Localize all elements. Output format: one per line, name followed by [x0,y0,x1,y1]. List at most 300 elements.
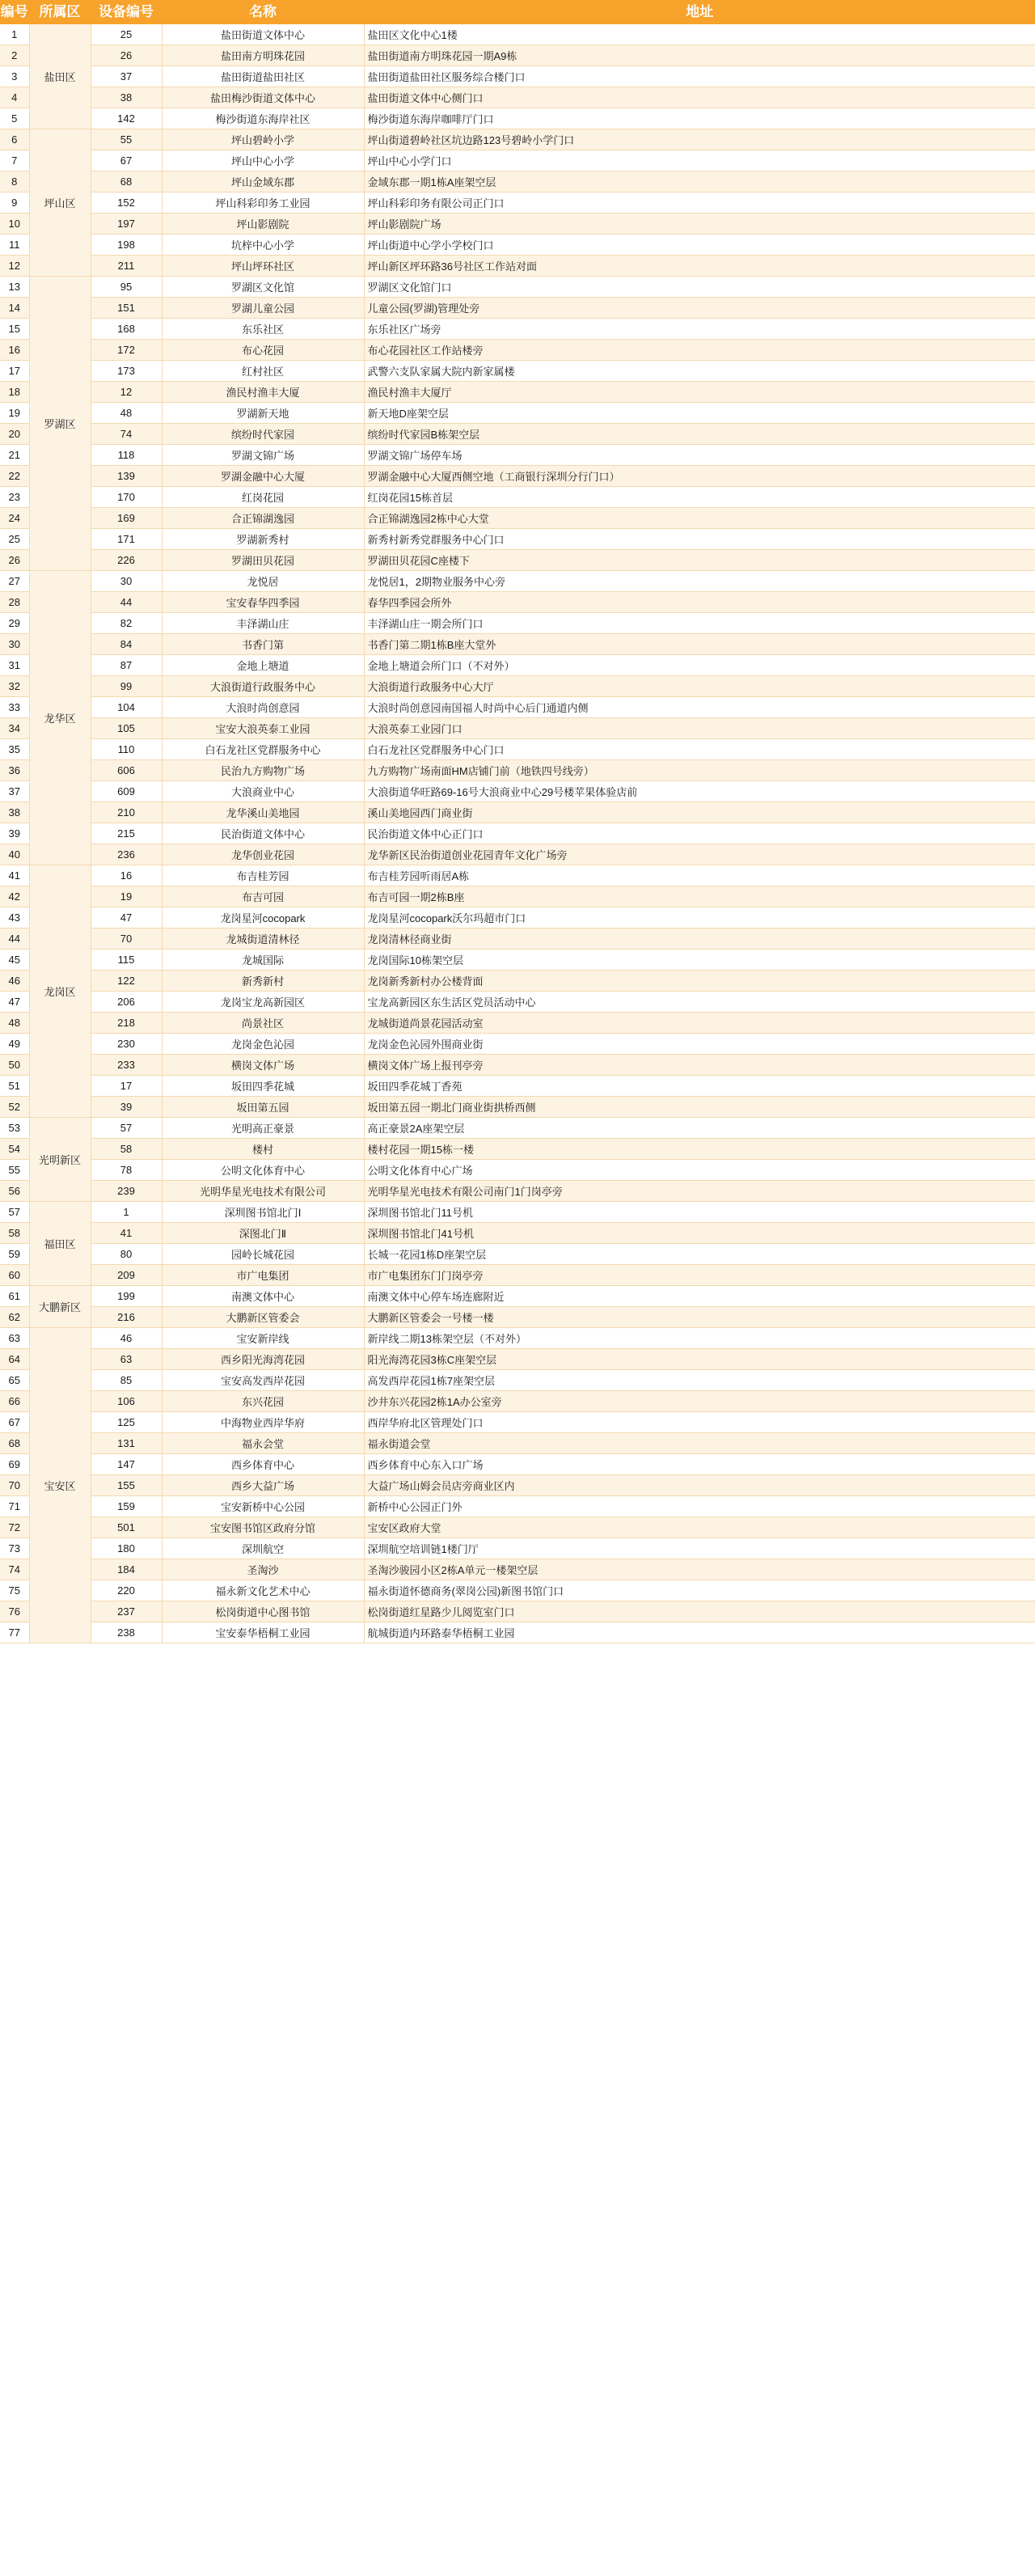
table-row [0,487,1035,508]
cell-index: 62 [0,1307,29,1328]
cell-name: 中海物业西岸华府 [162,1412,364,1433]
table-row [0,1580,1035,1601]
cell-name: 横岗文体广场 [162,1055,364,1076]
cell-index: 8 [0,171,29,192]
cell-address: 渔民村渔丰大厦厅 [364,382,1035,403]
cell-equipment-id: 209 [91,1265,162,1286]
cell-equipment-id: 78 [91,1160,162,1181]
table-row [0,1265,1035,1286]
cell-address: 金域东郡一期1栋A座架空层 [364,171,1035,192]
cell-equipment-id: 46 [91,1328,162,1349]
cell-name: 光明华星光电技术有限公司 [162,1181,364,1202]
cell-address: 罗湖文锦广场停车场 [364,445,1035,466]
cell-name: 布吉桂芳园 [162,865,364,886]
cell-index: 18 [0,382,29,403]
cell-name: 红村社区 [162,361,364,382]
cell-name: 罗湖文锦广场 [162,445,364,466]
table-row [0,403,1035,424]
cell-name: 龙岗宝龙高新园区 [162,992,364,1013]
cell-equipment-id: 168 [91,319,162,340]
cell-name: 尚景社区 [162,1013,364,1034]
cell-name: 龙华溪山美地园 [162,802,364,823]
cell-equipment-id: 606 [91,760,162,781]
cell-index: 65 [0,1370,29,1391]
cell-address: 龙岗新秀新村办公楼背面 [364,971,1035,992]
cell-index: 77 [0,1622,29,1643]
cell-index: 39 [0,823,29,844]
cell-name: 龙城国际 [162,950,364,971]
cell-index: 75 [0,1580,29,1601]
cell-name: 梅沙街道东海岸社区 [162,108,364,129]
cell-address: 新秀村新秀党群服务中心门口 [364,529,1035,550]
cell-equipment-id: 87 [91,655,162,676]
cell-address: 坪山影剧院广场 [364,214,1035,235]
cell-equipment-id: 151 [91,298,162,319]
cell-name: 新秀新村 [162,971,364,992]
cell-address: 九方购物广场南面HM店铺门前（地铁四号线旁） [364,760,1035,781]
cell-equipment-id: 215 [91,823,162,844]
cell-index: 60 [0,1265,29,1286]
cell-name: 西乡体育中心 [162,1454,364,1475]
cell-name: 福永新文化艺术中心 [162,1580,364,1601]
table-row [0,277,1035,298]
cell-equipment-id: 152 [91,192,162,214]
cell-address: 深圳图书馆北门11号机 [364,1202,1035,1223]
cell-address: 沙井东兴花园2栋1A办公室旁 [364,1391,1035,1412]
cell-address: 溪山美地园西门商业街 [364,802,1035,823]
cell-name: 东乐社区 [162,319,364,340]
cell-index: 6 [0,129,29,150]
cell-district: 龙岗区 [29,865,91,1118]
cell-equipment-id: 41 [91,1223,162,1244]
table-row [0,1517,1035,1538]
cell-name: 渔民村渔丰大厦 [162,382,364,403]
cell-address: 公明文化体育中心广场 [364,1160,1035,1181]
cell-name: 大浪街道行政服务中心 [162,676,364,697]
cell-name: 罗湖新秀村 [162,529,364,550]
table-body [0,24,1035,1643]
table-row [0,1601,1035,1622]
cell-name: 民治街道文体中心 [162,823,364,844]
table-row [0,1538,1035,1559]
table-row [0,1097,1035,1118]
table-row [0,823,1035,844]
cell-equipment-id: 199 [91,1286,162,1307]
table-row [0,214,1035,235]
cell-address: 大浪街道华旺路69-16号大浪商业中心29号楼苹果体验店前 [364,781,1035,802]
cell-address: 布心花园社区工作站楼旁 [364,340,1035,361]
cell-equipment-id: 216 [91,1307,162,1328]
cell-name: 盐田街道文体中心 [162,24,364,45]
cell-address: 盐田街道南方明珠花园一期A9栋 [364,45,1035,66]
cell-equipment-id: 239 [91,1181,162,1202]
cell-equipment-id: 210 [91,802,162,823]
cell-index: 37 [0,781,29,802]
cell-name: 坪山科彩印务工业园 [162,192,364,214]
cell-name: 光明高正豪景 [162,1118,364,1139]
cell-name: 龙悦居 [162,571,364,592]
cell-address: 坪山中心小学门口 [364,150,1035,171]
cell-index: 9 [0,192,29,214]
table-row [0,1433,1035,1454]
cell-index: 12 [0,256,29,277]
cell-address: 丰泽湖山庄一期会所门口 [364,613,1035,634]
cell-district: 龙华区 [29,571,91,865]
table-row [0,340,1035,361]
cell-address: 布吉可园一期2栋B座 [364,886,1035,907]
cell-equipment-id: 105 [91,718,162,739]
cell-name: 丰泽湖山庄 [162,613,364,634]
table-row [0,802,1035,823]
cell-equipment-id: 82 [91,613,162,634]
cell-name: 深圳图书馆北门Ⅰ [162,1202,364,1223]
cell-equipment-id: 501 [91,1517,162,1538]
cell-name: 深圳航空 [162,1538,364,1559]
cell-index: 31 [0,655,29,676]
cell-name: 坪山影剧院 [162,214,364,235]
table-row [0,235,1035,256]
cell-name: 布心花园 [162,340,364,361]
cell-address: 大浪时尚创意园南国福人时尚中心后门通道内侧 [364,697,1035,718]
cell-name: 罗湖田贝花园 [162,550,364,571]
cell-name: 园岭长城花园 [162,1244,364,1265]
cell-address: 新桥中心公园正门外 [364,1496,1035,1517]
cell-name: 福永会堂 [162,1433,364,1454]
cell-equipment-id: 155 [91,1475,162,1496]
cell-address: 武警六支队家属大院内新家属楼 [364,361,1035,382]
cell-name: 圣淘沙 [162,1559,364,1580]
cell-index: 56 [0,1181,29,1202]
cell-address: 白石龙社区党群服务中心门口 [364,739,1035,760]
cell-name: 坪山金域东郡 [162,171,364,192]
cell-index: 49 [0,1034,29,1055]
table-row [0,1559,1035,1580]
cell-name: 龙岗金色沁园 [162,1034,364,1055]
table-row [0,676,1035,697]
cell-address: 龙岗清林径商业街 [364,928,1035,950]
table-row [0,1223,1035,1244]
cell-name: 宝安新桥中心公园 [162,1496,364,1517]
cell-index: 66 [0,1391,29,1412]
cell-index: 24 [0,508,29,529]
cell-name: 盐田梅沙街道文体中心 [162,87,364,108]
cell-index: 1 [0,24,29,45]
cell-address: 宝龙高新园区东生活区党员活动中心 [364,992,1035,1013]
cell-name: 坑梓中心小学 [162,235,364,256]
table-row [0,1181,1035,1202]
cell-equipment-id: 122 [91,971,162,992]
cell-equipment-id: 206 [91,992,162,1013]
table-row [0,129,1035,150]
cell-address: 梅沙街道东海岸咖啡厅门口 [364,108,1035,129]
table-row [0,634,1035,655]
cell-index: 71 [0,1496,29,1517]
column-header-index: 编号 [0,0,29,24]
cell-address: 龙岗星河cocopark沃尔玛超市门口 [364,907,1035,928]
table-header-row [0,0,1035,24]
cell-name: 金地上塘道 [162,655,364,676]
cell-address: 春华四季园会所外 [364,592,1035,613]
table-row [0,192,1035,214]
cell-index: 29 [0,613,29,634]
cell-address: 东乐社区广场旁 [364,319,1035,340]
cell-name: 罗湖新天地 [162,403,364,424]
cell-address: 金地上塘道会所门口（不对外） [364,655,1035,676]
cell-equipment-id: 38 [91,87,162,108]
cell-name: 楼村 [162,1139,364,1160]
cell-address: 布吉桂芳园听雨居A栋 [364,865,1035,886]
cell-equipment-id: 44 [91,592,162,613]
table-row [0,1349,1035,1370]
cell-address: 坂田第五园一期北门商业街拱桥西侧 [364,1097,1035,1118]
cell-name: 龙岗星河cocopark [162,907,364,928]
cell-equipment-id: 17 [91,1076,162,1097]
cell-index: 48 [0,1013,29,1034]
table-row [0,1118,1035,1139]
cell-address: 大鹏新区管委会一号楼一楼 [364,1307,1035,1328]
cell-name: 松岗街道中心图书馆 [162,1601,364,1622]
cell-address: 福永街道会堂 [364,1433,1035,1454]
cell-equipment-id: 147 [91,1454,162,1475]
cell-index: 59 [0,1244,29,1265]
cell-address: 光明华星光电技术有限公司南门1门岗亭旁 [364,1181,1035,1202]
cell-equipment-id: 180 [91,1538,162,1559]
cell-index: 42 [0,886,29,907]
cell-equipment-id: 57 [91,1118,162,1139]
cell-address: 西岸华府北区管理处门口 [364,1412,1035,1433]
cell-index: 72 [0,1517,29,1538]
cell-equipment-id: 173 [91,361,162,382]
cell-index: 16 [0,340,29,361]
cell-equipment-id: 74 [91,424,162,445]
cell-district: 福田区 [29,1202,91,1286]
cell-address: 缤纷时代家园B栋架空层 [364,424,1035,445]
table-row [0,971,1035,992]
cell-name: 盐田街道盐田社区 [162,66,364,87]
cell-address: 龙城街道尚景花园活动室 [364,1013,1035,1034]
cell-equipment-id: 63 [91,1349,162,1370]
table-row [0,1370,1035,1391]
table-row [0,844,1035,865]
cell-equipment-id: 19 [91,886,162,907]
cell-index: 25 [0,529,29,550]
cell-index: 70 [0,1475,29,1496]
cell-name: 公明文化体育中心 [162,1160,364,1181]
table-row [0,1391,1035,1412]
table-row [0,24,1035,45]
cell-index: 10 [0,214,29,235]
cell-name: 大浪时尚创意园 [162,697,364,718]
cell-equipment-id: 226 [91,550,162,571]
cell-district: 坪山区 [29,129,91,277]
cell-index: 57 [0,1202,29,1223]
cell-name: 东兴花园 [162,1391,364,1412]
cell-index: 67 [0,1412,29,1433]
table-row [0,1139,1035,1160]
cell-address: 大浪街道行政服务中心大厅 [364,676,1035,697]
cell-index: 64 [0,1349,29,1370]
cell-address: 阳光海湾花园3栋C座架空层 [364,1349,1035,1370]
cell-name: 盐田南方明珠花园 [162,45,364,66]
cell-address: 龙岗金色沁园外围商业街 [364,1034,1035,1055]
cell-index: 54 [0,1139,29,1160]
cell-equipment-id: 85 [91,1370,162,1391]
cell-address: 龙华新区民治街道创业花园青年文化广场旁 [364,844,1035,865]
cell-index: 11 [0,235,29,256]
cell-equipment-id: 131 [91,1433,162,1454]
cell-index: 76 [0,1601,29,1622]
cell-address: 书香门第二期1栋B座大堂外 [364,634,1035,655]
cell-equipment-id: 47 [91,907,162,928]
cell-index: 13 [0,277,29,298]
table-row [0,1244,1035,1265]
cell-address: 松岗街道红星路少儿阅览室门口 [364,1601,1035,1622]
cell-index: 61 [0,1286,29,1307]
cell-name: 龙城街道清林径 [162,928,364,950]
cell-equipment-id: 218 [91,1013,162,1034]
cell-name: 大浪商业中心 [162,781,364,802]
cell-address: 罗湖金融中心大厦西侧空地（工商银行深圳分行门口） [364,466,1035,487]
cell-equipment-id: 80 [91,1244,162,1265]
cell-address: 航城街道内环路泰华梧桐工业园 [364,1622,1035,1643]
table-row [0,1034,1035,1055]
cell-equipment-id: 58 [91,1139,162,1160]
table-row [0,319,1035,340]
cell-index: 33 [0,697,29,718]
table-row [0,466,1035,487]
table-row [0,1307,1035,1328]
cell-index: 5 [0,108,29,129]
cell-name: 罗湖儿童公园 [162,298,364,319]
table-row [0,739,1035,760]
cell-address: 合正锦湖逸园2栋中心大堂 [364,508,1035,529]
cell-address: 高发西岸花园1栋7座架空层 [364,1370,1035,1391]
cell-address: 西乡体育中心东入口广场 [364,1454,1035,1475]
cell-district: 宝安区 [29,1328,91,1643]
table-row [0,1286,1035,1307]
cell-index: 40 [0,844,29,865]
cell-name: 红岗花园 [162,487,364,508]
table-row [0,550,1035,571]
cell-index: 73 [0,1538,29,1559]
cell-index: 74 [0,1559,29,1580]
cell-name: 坪山坪环社区 [162,256,364,277]
cell-equipment-id: 609 [91,781,162,802]
cell-name: 白石龙社区党群服务中心 [162,739,364,760]
cell-district: 盐田区 [29,24,91,129]
cell-address: 横岗文体广场上报刊亭旁 [364,1055,1035,1076]
cell-address: 儿童公园(罗湖)管理处旁 [364,298,1035,319]
cell-index: 21 [0,445,29,466]
cell-equipment-id: 238 [91,1622,162,1643]
table-row [0,718,1035,739]
cell-address: 大浪英泰工业园门口 [364,718,1035,739]
cell-index: 20 [0,424,29,445]
table-row [0,361,1035,382]
cell-index: 15 [0,319,29,340]
cell-index: 34 [0,718,29,739]
table-row [0,1328,1035,1349]
table-row [0,760,1035,781]
table-row [0,66,1035,87]
cell-address: 长城一花园1栋D座架空层 [364,1244,1035,1265]
cell-district: 光明新区 [29,1118,91,1202]
cell-equipment-id: 169 [91,508,162,529]
cell-address: 福永街道怀德商务(翠岗公园)新图书馆门口 [364,1580,1035,1601]
cell-index: 7 [0,150,29,171]
cell-name: 西乡阳光海湾花园 [162,1349,364,1370]
table-header [0,0,1035,24]
cell-equipment-id: 171 [91,529,162,550]
cell-name: 布吉可园 [162,886,364,907]
cell-name: 坪山碧岭小学 [162,129,364,150]
table-row [0,256,1035,277]
cell-name: 深图北门Ⅱ [162,1223,364,1244]
cell-name: 市广电集团 [162,1265,364,1286]
table-row [0,592,1035,613]
cell-index: 63 [0,1328,29,1349]
cell-index: 23 [0,487,29,508]
cell-address: 坪山科彩印务有限公司正门口 [364,192,1035,214]
cell-index: 51 [0,1076,29,1097]
cell-equipment-id: 95 [91,277,162,298]
cell-equipment-id: 115 [91,950,162,971]
cell-equipment-id: 110 [91,739,162,760]
cell-address: 大益广场山姆会员店旁商业区内 [364,1475,1035,1496]
cell-equipment-id: 139 [91,466,162,487]
cell-index: 28 [0,592,29,613]
cell-index: 43 [0,907,29,928]
column-header-name: 名称 [162,0,364,24]
cell-equipment-id: 184 [91,1559,162,1580]
cell-address: 盐田区文化中心1楼 [364,24,1035,45]
cell-equipment-id: 237 [91,1601,162,1622]
cell-index: 19 [0,403,29,424]
table-row [0,108,1035,129]
table-row [0,45,1035,66]
cell-equipment-id: 118 [91,445,162,466]
cell-index: 14 [0,298,29,319]
table-row [0,907,1035,928]
cell-index: 26 [0,550,29,571]
cell-equipment-id: 106 [91,1391,162,1412]
cell-equipment-id: 230 [91,1034,162,1055]
cell-index: 68 [0,1433,29,1454]
cell-address: 楼村花园一期15栋一楼 [364,1139,1035,1160]
cell-index: 17 [0,361,29,382]
table-row [0,1622,1035,1643]
cell-equipment-id: 197 [91,214,162,235]
cell-address: 盐田街道盐田社区服务综合楼门口 [364,66,1035,87]
cell-name: 南澳文体中心 [162,1286,364,1307]
cell-index: 35 [0,739,29,760]
table-row [0,571,1035,592]
cell-name: 西乡大益广场 [162,1475,364,1496]
cell-equipment-id: 55 [91,129,162,150]
cell-equipment-id: 16 [91,865,162,886]
cell-address: 罗湖田贝花园C座楼下 [364,550,1035,571]
table-row [0,886,1035,907]
cell-name: 罗湖金融中心大厦 [162,466,364,487]
table-row [0,529,1035,550]
cell-name: 坂田四季花城 [162,1076,364,1097]
cell-address: 深圳航空培训链1楼门厅 [364,1538,1035,1559]
cell-equipment-id: 170 [91,487,162,508]
column-header-district: 所属区 [29,0,91,24]
cell-index: 22 [0,466,29,487]
table-row [0,613,1035,634]
cell-address: 圣淘沙骏园小区2栋A单元一楼架空层 [364,1559,1035,1580]
